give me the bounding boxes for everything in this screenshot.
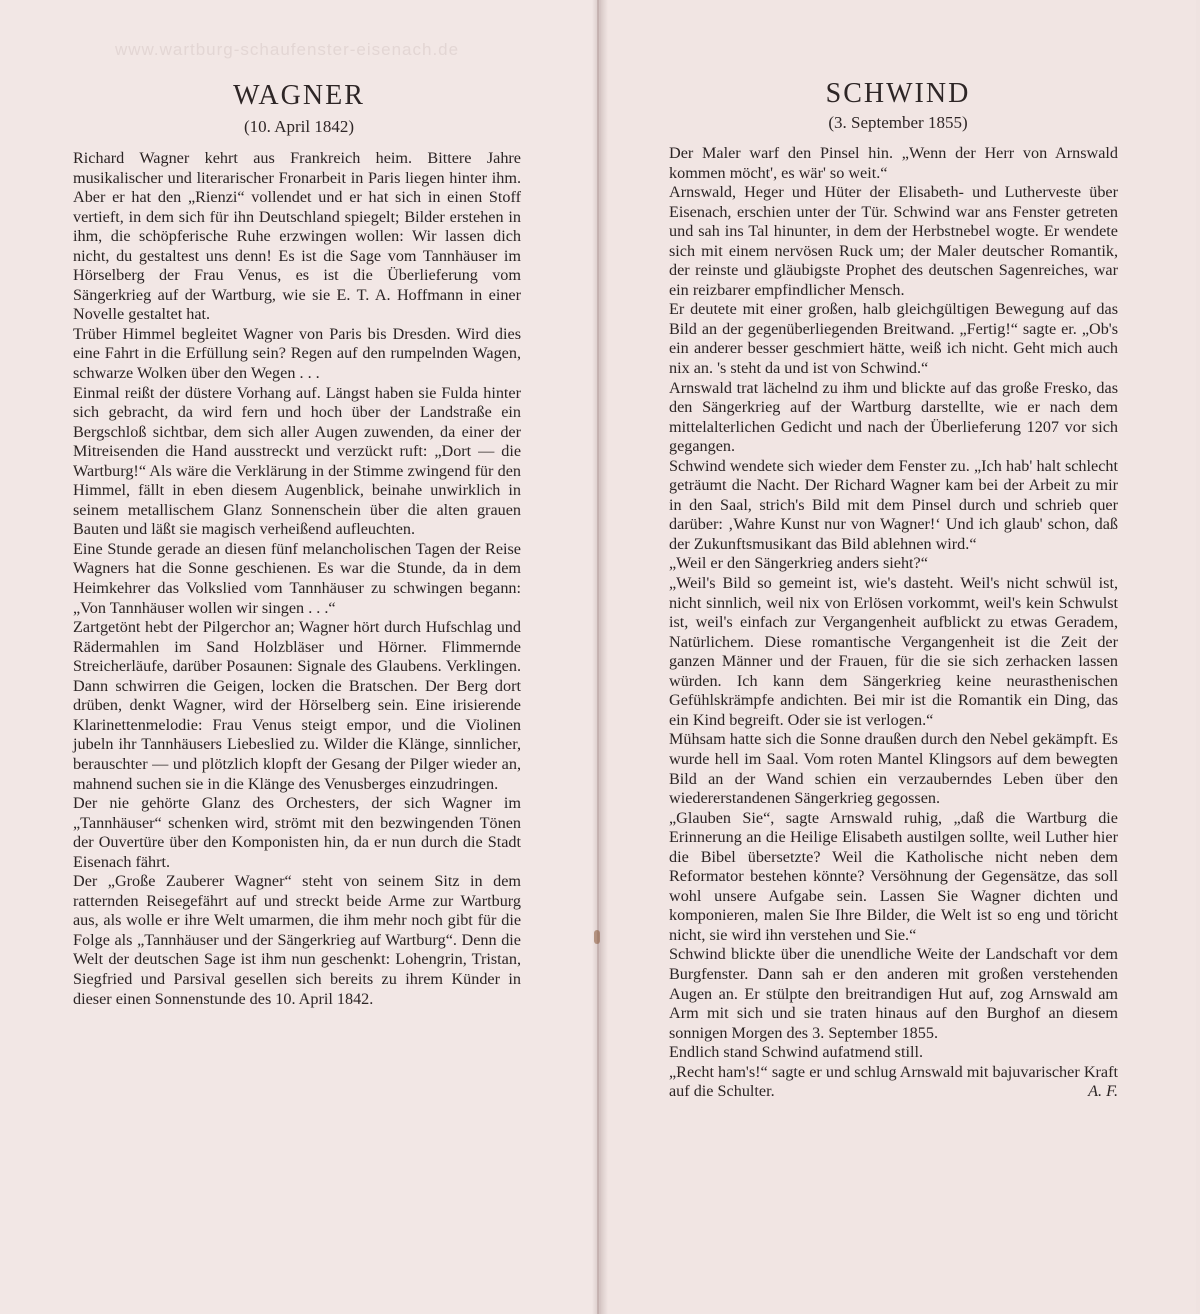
- schwind-date: (3. September 1855): [828, 113, 968, 132]
- wagner-paragraph-3: Einmal reißt der düstere Vorhang auf. Längst haben sie Fulda hinter sich gebracht, da wird fern und hoch über der Landstraße ein Bergschloß sichtbar, dem sich aller Augen zuwenden, da einer der Mitreisenden die Hand ausstreckt und verzückt ruft: „Dort — die Wartburg!“ Als wäre die Verklärung in der Stimme zwingend für den Himmel, fällt in eben diesem Augenblick, beinahe unwirklich in seinem metallischem Glanz Sonnenschein über die alten grauen Bauten und läßt sie magisch verheißend aufleuchten.: [73, 383, 521, 539]
- wagner-paragraph-1: Richard Wagner kehrt aus Frankreich heim. Bittere Jahre musikalischer und literarischer Fronarbeit in Paris liegen hinter ihm. Aber er hat den „Rienzi“ vollendet und er hat sich in einen Stoff vertieft, in dem sich für ihn Deutschland spiegelt; Bilder erstehen in ihm, die schöpferische Ruhe erzwingen wollen: Wir lassen dich nicht, du gestaltest uns denn! Es ist die Sage vom Tannhäuser im Hörselberg der Frau Venus, es ist die Überlieferung vom Sängerkrieg auf der Wartburg, wie sie E. T. A. Hoffmann in einer Novelle gestaltet hat.: [73, 149, 521, 324]
- schwind-paragraph-5: Schwind wendete sich wieder dem Fenster zu. „Ich hab' halt schlecht geträumt die Nacht. Der Richard Wagner kam bei der Arbeit zu mir in den Saal, strich's Bild mit dem Pinsel durch und schrieb quer darüber: ‚Wahre Kunst nur von Wagner!‘ Und ich glaub' schon, daß der Zukunftsmusikant das Bild ablehnen wird.“: [669, 456, 1118, 553]
- schwind-paragraph-8: Mühsam hatte sich die Sonne draußen durch den Nebel gekämpft. Es wurde hell im Saal. Vom roten Mantel Klingsors auf dem bewegten Bild an der Wand schien ein verzauberndes Leben über den wiedererstandenen Sängerkrieg gegossen.: [669, 730, 1118, 808]
- wagner-paragraph-6: Der nie gehörte Glanz des Orchesters, der sich Wagner im „Tannhäuser“ schenken wird, strömt mit den bezwingenden Tönen der Ouvertüre über den Komponisten hin, da er nun durch die Stadt Eisenach fährt.: [73, 794, 521, 871]
- schwind-title: SCHWIND: [825, 78, 971, 109]
- schwind-paragraph-10: Schwind blickte über die unendliche Weite der Landschaft vor dem Burgfenster. Dann sah er den anderen mit großen verstehenden Augen an. Er stülpte den breitrandigen Hut auf, zog Arnswald am Arm mit sich und sie traten hinaus auf den Burghof an diesem sonnigen Morgen des 3. September 1855.: [669, 945, 1118, 1042]
- watermark: www.wartburg-schaufenster-eisenach.de: [115, 40, 460, 59]
- wagner-date: (10. April 1842): [243, 117, 355, 136]
- wagner-title: WAGNER: [233, 80, 365, 111]
- schwind-paragraph-6: „Weil er den Sängerkrieg anders sieht?“: [669, 554, 928, 573]
- wagner-paragraph-5: Zartgetönt hebt der Pilgerchor an; Wagner hört durch Hufschlag und Rädermahlen im Sand Holzbläser und Hörner. Flimmernde Streicherläufe, darüber Posaunen: Signale des Glaubens. Verklingen. Dann schwirren die Geigen, locken die Bratschen. Der Berg dort drüben, denkt Wagner, wird der Hörselberg sein. Eine irisierende Klarinettenmelodie: Frau Venus steigt empor, und die Violinen jubeln ihr Tannhäusers Liebeslied zu. Wilder die Klänge, sinnlicher, berauschter — und plötzlich klopft der Gesang der Pilger wieder an, mahnend suchen sie in die Klänge des Venusberges einzudringen.: [73, 618, 521, 793]
- left-page: [0, 0, 598, 1314]
- wagner-text: [73, 149, 521, 1009]
- schwind-text: [669, 144, 1118, 1102]
- signature: A. F.: [1088, 1082, 1118, 1101]
- center-fold: [592, 0, 608, 1314]
- schwind-paragraph-1: Der Maler warf den Pinsel hin. „Wenn der Herr von Arnswald kommen möcht', es wär' so weit.“: [669, 144, 1118, 182]
- schwind-paragraph-7: „Weil's Bild so gemeint ist, wie's dasteht. Weil's nicht schwül ist, nicht sinnlich, weil nix von Erlösen vorkommt, weil's kein Schwulst ist, weil's einfach zur Vergangenheit aufblickt zu etwas Geradem, Natürlichem. Diese romantische Vergangenheit ist die Zeit der ganzen Männer und der Frauen, für die sie sich zerhacken lassen würden. Ich kann dem Sängerkrieg keine neurasthenischen Gefühlskrämpfe andichten. Bei mir ist die Romantik ein Ding, das ein Kind begreift. Oder sie ist verlogen.“: [669, 574, 1118, 729]
- schwind-paragraph-2: Arnswald, Heger und Hüter der Elisabeth- und Lutherveste über Eisenach, erschien unter der Tür. Schwind war ans Fenster getreten und sah ins Tal hinunter, in dem der Herbstnebel wogte. Er wendete sich mit einem nervösen Ruck um; der Maler deutscher Romantik, der reinste und gläubigste Prophet des deutschen Sagenreiches, war ein reizbarer empfindlicher Mensch.: [669, 183, 1118, 299]
- right-page: [598, 0, 1196, 1314]
- schwind-paragraph-12: [669, 1063, 1118, 1102]
- schwind-final-line: „Recht ham's!“ sagte er und schlug Arnswald mit bajuvarischer Kraft auf die Schulter.: [669, 1062, 1118, 1101]
- wagner-paragraph-2: Trüber Himmel begleitet Wagner von Paris bis Dresden. Wird dies eine Fahrt in die Erfüllung sein? Regen auf den rumpelnden Wagen, schwarze Wolken über den Wegen . . .: [73, 324, 521, 383]
- schwind-paragraph-9: „Glauben Sie“, sagte Arnswald ruhig, „daß die Wartburg die Erinnerung an die Heilige Elisabeth austilgen sollte, weil Luther hier die Bibel übersetzte? Weil die Katholische nicht neben dem Reformator bestehen könnte? Versöhnung der Gegensätze, das soll wohl unsere Aufgabe sein. Lassen Sie Wagner dichten und komponieren, malen Sie Ihre Bilder, die Welt ist so eng und töricht nicht, sie wird ihn verstehen und Sie.“: [669, 808, 1118, 944]
- wagner-paragraph-4: Eine Stunde gerade an diesen fünf melancholischen Tagen der Reise Wagners hat die Sonne geschienen. Es war die Stunde, da in dem Heimkehrer das Volkslied vom Tannhäuser zu schwingen begann: „Von Tannhäuser wollen wir singen . . .“: [73, 539, 521, 617]
- ink-smudge: [594, 930, 600, 944]
- schwind-paragraph-3: Er deutete mit einer großen, halb gleichgültigen Bewegung auf das Bild an der gegenüberliegenden Breitwand. „Fertig!“ sagte er. „Ob's ein anderer besser geschmiert hätte, weiß ich nicht. Geht mich auch nix an. 's steht da und ist von Schwind.“: [669, 300, 1118, 378]
- wagner-paragraph-7: Der „Große Zauberer Wagner“ steht von seinem Sitz in dem ratternden Reisegefährt auf und streckt beide Arme zur Wartburg aus, als wolle er ihre Welt umarmen, die ihm mehr noch gibt für die Folge als „Tannhäuser und der Sängerkrieg auf Wartburg“. Denn die Welt der deutschen Sage ist ihm nun geschenkt: Lohengrin, Tristan, Siegfried und Parsival gesellen sich bereits zu ihrem Künder in dieser einen Sonnenstunde des 10. April 1842.: [73, 872, 521, 1008]
- schwind-paragraph-11: Endlich stand Schwind aufatmend still.: [669, 1043, 924, 1062]
- schwind-paragraph-4: Arnswald trat lächelnd zu ihm und blickte auf das große Fresko, das den Sängerkrieg auf der Wartburg darstellte, wie er nach dem mittelalterlichen Gedicht und nach der Überlieferung 1207 vor sich gegangen.: [669, 378, 1118, 456]
